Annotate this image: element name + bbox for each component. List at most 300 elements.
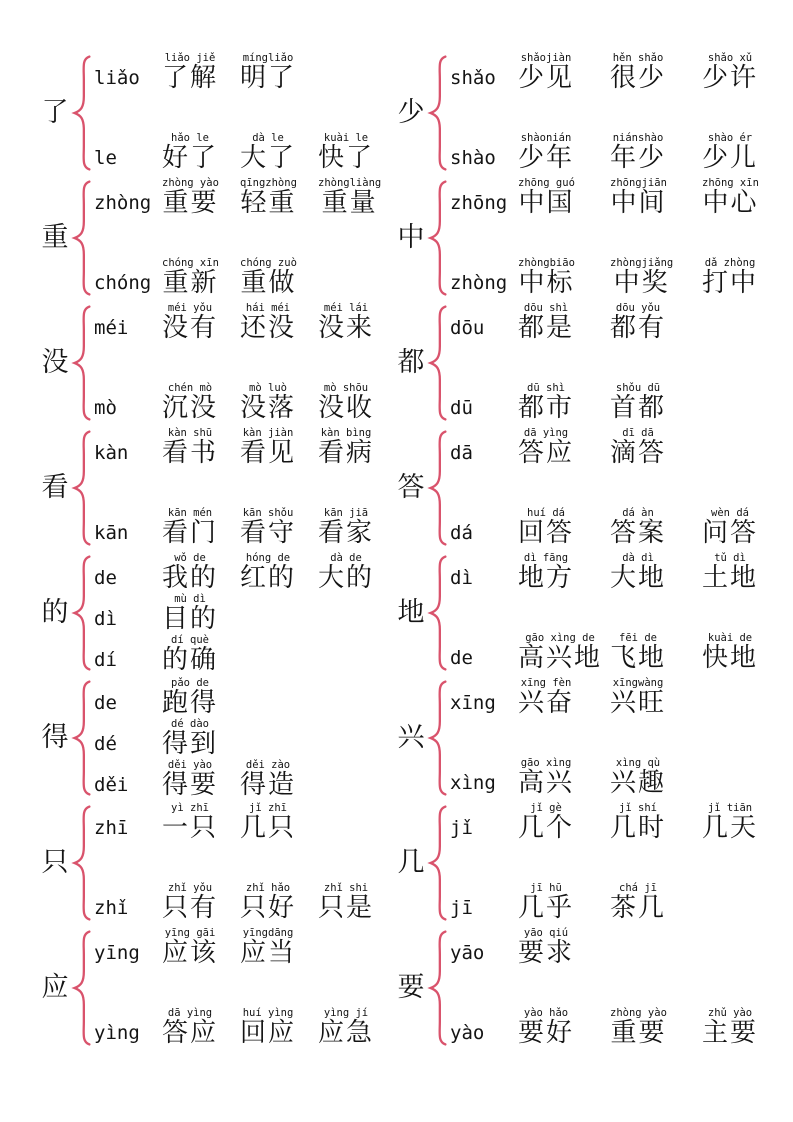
word-stack [702,632,758,673]
pronunciation-label: shào [450,147,496,169]
example-words [162,753,396,800]
word-item [162,251,240,298]
pronunciation-label: dí [94,649,117,671]
reading-row [450,927,793,968]
word-hanzi: 得到 [162,729,219,759]
readings-list [450,50,793,175]
word-stack [702,177,759,218]
word-hanzi: 看书 [162,438,219,468]
word-pinyin: děi yào [167,759,213,771]
polyphone-entry [40,550,396,675]
head-character: 重 [41,221,69,253]
word-item [162,712,240,759]
word-stack [162,302,218,343]
word-item [318,876,396,923]
pronunciation-label: jī [450,897,473,919]
word-hanzi: 了解 [162,63,219,93]
reading-row [94,882,396,923]
polyphone-entry [396,800,793,925]
right-column [396,50,793,1122]
head-character: 几 [397,846,425,878]
word-stack [610,427,666,468]
word-item [610,296,702,343]
pronunciation-label: jǐ [450,817,473,839]
word-item [240,921,318,968]
word-pinyin: dà le [252,132,284,144]
curly-brace-icon [70,675,94,800]
head-character: 兴 [397,721,425,753]
word-pinyin: shǎojiàn [520,52,572,64]
word-item [240,1001,318,1048]
example-words [518,376,793,423]
word-stack [240,507,296,548]
word-hanzi: 都是 [518,313,575,343]
word-pinyin: chóng xīn [162,257,219,269]
word-stack [702,1007,758,1048]
word-pinyin: dā yìng [167,1007,213,1019]
pronunciation-label: dì [94,608,117,630]
word-pinyin: jī hū [530,882,562,894]
word-item [518,126,610,173]
word-stack [240,927,296,968]
word-hanzi: 中国 [518,188,575,218]
readings-list [94,550,396,675]
example-words [162,126,396,173]
polyphone-entry [396,675,793,800]
word-item [240,171,318,218]
example-words [518,421,793,468]
example-words [518,171,793,218]
word-item [610,46,702,93]
word-item [610,751,702,798]
word-item [162,296,240,343]
word-stack [610,802,666,843]
word-item [518,296,610,343]
word-item [162,501,240,548]
word-hanzi: 应急 [318,1018,375,1048]
example-words [518,1001,793,1048]
reading-row [94,132,396,173]
word-hanzi: 重新 [162,268,219,298]
head-character: 中 [397,221,425,253]
word-item [610,626,702,673]
word-hanzi: 轻重 [240,188,297,218]
word-hanzi: 的确 [162,645,219,675]
pronunciation-label: děi [94,774,129,796]
word-pinyin: shào ér [707,132,753,144]
word-item [318,421,396,468]
polyphone-entry [396,425,793,550]
word-hanzi: 少年 [518,143,575,173]
word-pinyin: dí què [171,634,209,646]
example-words [162,671,396,718]
word-hanzi: 重要 [162,188,219,218]
readings-list [450,300,793,425]
example-words [518,671,793,718]
pronunciation-label: yìng [94,1022,140,1044]
word-item [518,376,610,423]
word-item [518,46,610,93]
polyphone-entry [40,425,396,550]
word-stack [610,132,666,173]
word-item [518,501,610,548]
reading-row [94,382,396,423]
word-item [610,876,702,923]
word-hanzi: 回答 [518,518,575,548]
pronunciation-label: de [94,692,117,714]
word-stack [610,302,666,343]
head-character: 地 [397,596,425,628]
word-hanzi: 好了 [162,143,219,173]
word-pinyin: dā yìng [523,427,569,439]
word-hanzi: 土地 [702,563,759,593]
word-pinyin: kuài de [707,632,753,644]
example-words [518,296,793,343]
pronunciation-label: yāo [450,942,485,964]
word-pinyin: dōu shì [523,302,569,314]
word-pinyin: zhǐ hǎo [245,882,291,894]
word-item [318,1001,396,1048]
word-stack [240,52,296,93]
word-pinyin: zhǔ yào [707,1007,753,1019]
word-item [518,796,610,843]
word-pinyin: yì zhī [171,802,209,814]
word-item [240,753,318,800]
example-words [162,46,396,93]
readings-list [94,675,396,800]
curly-brace-icon [426,300,450,425]
head-character: 看 [41,471,69,503]
word-pinyin: chóng zuò [240,257,297,269]
word-item [162,46,240,93]
word-stack [518,132,574,173]
word-stack [240,882,296,923]
word-stack [518,1007,574,1048]
word-hanzi: 看守 [240,518,297,548]
pronunciation-label: dā [450,442,473,464]
word-hanzi: 中奖 [613,268,670,298]
word-pinyin: hóng de [245,552,291,564]
word-item [240,546,318,593]
reading-row [450,802,793,843]
example-words [162,546,396,593]
word-hanzi: 大的 [318,563,375,593]
word-stack [518,757,574,798]
word-hanzi: 兴旺 [610,688,667,718]
word-item [240,46,318,93]
word-stack [240,132,296,173]
word-hanzi: 很少 [610,63,667,93]
word-stack [162,257,219,298]
word-item [702,126,793,173]
pronunciation-label: le [94,147,117,169]
word-stack [518,177,575,218]
word-pinyin: huí yìng [242,1007,294,1019]
head-character: 了 [41,96,69,128]
word-stack [610,1007,667,1048]
pronunciation-label: yào [450,1022,485,1044]
curly-brace-icon [426,800,450,925]
word-hanzi: 应该 [162,938,219,968]
word-pinyin: wèn dá [711,507,749,519]
reading-row [450,132,793,173]
curly-brace-icon [70,175,94,300]
word-pinyin: niánshào [612,132,664,144]
word-pinyin: gāo xìng de [525,632,595,644]
word-item [162,876,240,923]
word-hanzi: 大地 [610,563,667,593]
word-pinyin: pǎo de [171,677,209,689]
word-pinyin: qīngzhòng [240,177,297,189]
word-item [162,126,240,173]
word-stack [518,632,602,673]
pronunciation-label: chóng [94,272,152,294]
pronunciation-label: zhòng [450,272,508,294]
curly-brace-icon [426,50,450,175]
curly-brace-icon [426,175,450,300]
word-stack [610,257,673,298]
word-hanzi: 少儿 [702,143,759,173]
word-hanzi: 重做 [240,268,297,298]
word-item [240,126,318,173]
word-item [240,421,318,468]
word-hanzi: 几时 [610,813,667,843]
word-hanzi: 要好 [518,1018,575,1048]
word-hanzi: 中标 [518,268,575,298]
reading-row [450,632,793,673]
example-words [518,751,793,798]
word-stack [702,52,758,93]
polyphone-entry [396,925,793,1050]
word-hanzi: 还没 [240,313,297,343]
readings-list [94,800,396,925]
word-item [162,921,240,968]
example-words [518,626,793,673]
word-stack [318,132,374,173]
word-hanzi: 看病 [318,438,375,468]
word-stack [240,802,296,843]
word-stack [318,382,374,423]
word-item [518,921,610,968]
word-pinyin: xìng qù [615,757,661,769]
word-hanzi: 要求 [518,938,575,968]
word-pinyin: tǔ dì [714,552,746,564]
pronunciation-label: dū [450,397,473,419]
word-pinyin: yāo qiú [523,927,569,939]
example-words [518,796,793,843]
curly-brace-icon [426,550,450,675]
example-words [518,251,793,298]
word-pinyin: shǎo xǔ [707,52,753,64]
word-pinyin: méi lái [323,302,369,314]
word-hanzi: 沉没 [162,393,219,423]
polyphone-entry [396,300,793,425]
word-stack [702,507,758,548]
reading-row [94,52,396,93]
curly-brace-icon [70,800,94,925]
word-pinyin: dōu yǒu [615,302,661,314]
head-character: 得 [41,721,69,753]
polyphone-entry [40,800,396,925]
reading-row [94,177,396,218]
word-pinyin: chá jī [619,882,657,894]
word-stack [162,882,218,923]
curly-brace-icon [70,550,94,675]
word-stack [518,52,574,93]
word-hanzi: 打中 [702,268,759,298]
example-words [162,796,396,843]
word-stack [162,507,218,548]
word-stack [162,132,218,173]
word-hanzi: 目的 [162,604,219,634]
word-item [162,376,240,423]
readings-list [94,50,396,175]
reading-row [450,1007,793,1048]
readings-list [450,175,793,300]
word-pinyin: dī dā [622,427,654,439]
reading-row [94,257,396,298]
word-item [162,587,240,634]
word-item [162,546,240,593]
head-character: 没 [41,346,69,378]
word-item [702,251,793,298]
word-pinyin: jǐ shí [619,802,657,814]
curly-brace-icon [70,50,94,175]
readings-list [450,550,793,675]
word-hanzi: 主要 [702,1018,759,1048]
word-stack [240,257,297,298]
word-stack [162,927,218,968]
reading-row [94,427,396,468]
word-pinyin: zhòngjiǎng [610,257,674,269]
example-words [162,171,396,218]
word-stack [162,177,219,218]
word-pinyin: mù dì [174,593,206,605]
word-item [318,501,396,548]
word-hanzi: 飞地 [610,643,667,673]
word-hanzi: 大了 [240,143,297,173]
word-pinyin: kān jiā [323,507,369,519]
word-pinyin: fēi de [619,632,657,644]
word-hanzi: 快了 [318,143,375,173]
word-item [318,171,396,218]
word-item [162,671,240,718]
word-item [518,421,610,468]
word-stack [162,427,218,468]
polyphone-entry [396,50,793,175]
example-words [162,296,396,343]
word-pinyin: gāo xìng [520,757,572,769]
reading-row [450,757,793,798]
word-stack [318,177,381,218]
word-item [610,251,702,298]
word-item [610,171,702,218]
word-pinyin: míngliǎo [242,52,294,64]
word-pinyin: zhòngliàng [318,177,382,189]
example-words [162,251,396,298]
word-item [610,671,702,718]
word-item [162,796,240,843]
word-item [518,251,610,298]
curly-brace-icon [70,300,94,425]
word-hanzi: 问答 [702,518,759,548]
word-hanzi: 看见 [240,438,297,468]
word-stack [610,677,666,718]
word-hanzi: 跑得 [162,688,219,718]
example-words [518,46,793,93]
pronunciation-label: liǎo [94,67,140,89]
word-hanzi: 茶几 [610,893,667,923]
word-stack [702,257,758,298]
pronunciation-label: dé [94,733,117,755]
word-item [240,376,318,423]
pronunciation-label: de [94,567,117,589]
word-stack [610,507,666,548]
pronunciation-label: zhōng [450,192,508,214]
curly-brace-icon [426,675,450,800]
pronunciation-label: zhī [94,817,129,839]
head-character: 只 [41,846,69,878]
word-pinyin: zhōngjiān [610,177,667,189]
reading-row [94,802,396,843]
word-stack [162,634,218,675]
word-hanzi: 答应 [518,438,575,468]
reading-row [94,759,396,800]
word-stack [162,382,218,423]
word-item [610,376,702,423]
word-pinyin: yào hǎo [523,1007,569,1019]
reading-row [450,302,793,343]
word-item [240,796,318,843]
head-character: 要 [397,971,425,1003]
pronunciation-label: de [450,647,473,669]
pronunciation-label: kàn [94,442,129,464]
word-hanzi: 重要 [610,1018,667,1048]
word-pinyin: zhōng guó [518,177,575,189]
pronunciation-label: kān [94,522,129,544]
word-pinyin: yìng jí [323,1007,369,1019]
word-item [702,1001,793,1048]
reading-row [450,52,793,93]
word-pinyin: zhōng xīn [702,177,759,189]
head-character: 答 [397,471,425,503]
word-item [610,1001,702,1048]
word-item [702,501,793,548]
word-stack [162,802,218,843]
readings-list [450,675,793,800]
example-words [518,126,793,173]
word-pinyin: zhǐ shi [323,882,369,894]
word-item [610,421,702,468]
reading-row [94,927,396,968]
head-character: 的 [41,596,69,628]
word-pinyin: chén mò [167,382,213,394]
example-words [162,628,396,675]
word-hanzi: 只有 [162,893,219,923]
word-item [162,421,240,468]
word-item [518,751,610,798]
reading-row [94,302,396,343]
word-stack [518,802,574,843]
pronunciation-label: xìng [450,772,496,794]
word-pinyin: dǎ zhòng [704,257,756,269]
word-stack [240,759,296,800]
word-item [610,126,702,173]
word-pinyin: méi yǒu [167,302,213,314]
word-stack [518,427,574,468]
pronunciation-label: méi [94,317,129,339]
readings-list [94,175,396,300]
